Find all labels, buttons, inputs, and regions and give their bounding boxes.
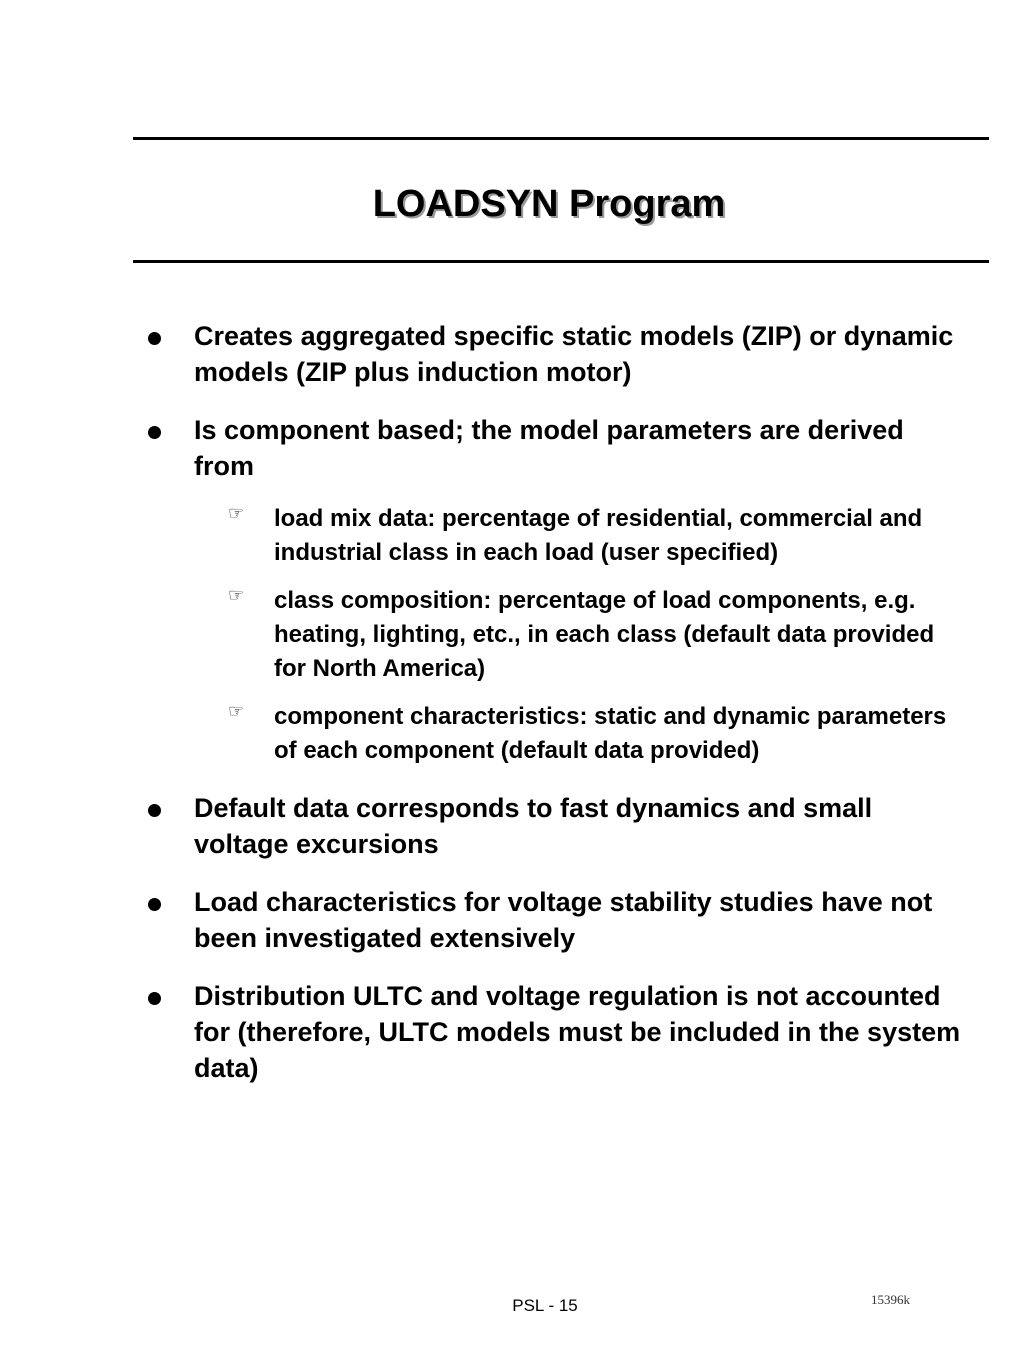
page-title: LOADSYN Program: [372, 183, 726, 225]
bottom-rule: [133, 260, 989, 263]
list-item: [140, 412, 970, 484]
sub-list-item: [140, 502, 970, 570]
bullet-icon: [148, 992, 161, 1005]
list-item: [140, 790, 970, 862]
list-item: [140, 884, 970, 956]
bullet-icon: [148, 426, 161, 439]
sub-list-item: [140, 584, 970, 686]
bullet-icon: [148, 804, 161, 817]
list-item: [140, 978, 970, 1086]
list-item-text: Is component based; the model parameters are derived from: [194, 415, 904, 481]
sub-list-item-text: class composition: percentage of load components, e.g. heating, lighting, etc., in each class (default data provided for North America): [274, 587, 935, 682]
sub-list-item: [140, 700, 970, 768]
list-item-text: Default data corresponds to fast dynamics and small voltage excursions: [194, 793, 873, 859]
pointing-hand-icon: ☞: [228, 503, 245, 524]
bullet-icon: [148, 332, 161, 345]
pointing-hand-icon: ☞: [228, 585, 245, 606]
sub-list-item-text: load mix data: percentage of residential, commercial and industrial class in each load (user specified): [274, 505, 923, 566]
document-code: 15396k: [871, 1292, 910, 1307]
page-number: PSL - 15: [512, 1296, 578, 1315]
sub-list-item-text: component characteristics: static and dynamic parameters of each component (default data provided): [274, 703, 947, 764]
top-rule: [133, 137, 989, 140]
bullet-icon: [148, 898, 161, 911]
pointing-hand-icon: ☞: [228, 701, 245, 722]
bullet-list: [140, 318, 970, 1108]
sub-bullet-list: [140, 502, 970, 768]
list-item-text: Distribution ULTC and voltage regulation is not accounted for (therefore, ULTC models must be included in the system data): [194, 981, 961, 1083]
list-item-text: Load characteristics for voltage stability studies have not been investigated extensively: [194, 887, 933, 953]
list-item-text: Creates aggregated specific static models (ZIP) or dynamic models (ZIP plus induction motor): [194, 321, 954, 387]
list-item: [140, 318, 970, 390]
